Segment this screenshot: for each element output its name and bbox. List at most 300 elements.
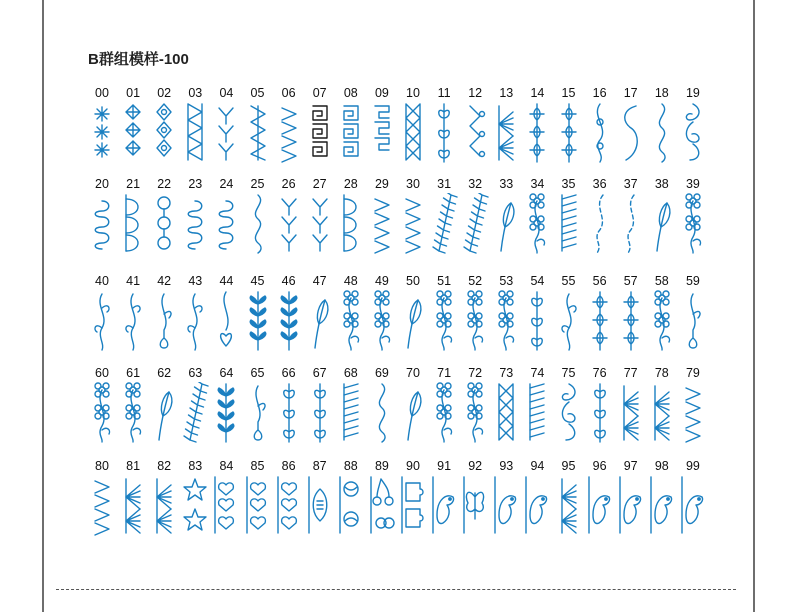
- pattern-number: 65: [250, 366, 265, 380]
- animal-stitch-icon: [429, 475, 459, 537]
- pattern-number: 98: [654, 459, 669, 473]
- cross-ornament-stitch-icon: [522, 102, 552, 164]
- pattern-number: 01: [126, 86, 141, 100]
- pattern-number: 59: [685, 274, 700, 288]
- pattern-number: 93: [499, 459, 514, 473]
- pattern-number: 78: [654, 366, 669, 380]
- flower-vine-stitch-icon: [460, 290, 490, 352]
- pattern-number: 12: [468, 86, 483, 100]
- pattern-number: 33: [499, 177, 514, 191]
- pattern-number: 18: [654, 86, 669, 100]
- pattern-number: 62: [157, 366, 172, 380]
- leaf-stitch-icon: [398, 382, 428, 444]
- pattern-item-06: [274, 86, 304, 166]
- pattern-number: 43: [188, 274, 203, 288]
- pattern-item-04: [211, 86, 241, 166]
- pattern-item-48: [336, 274, 366, 354]
- animal-stitch-icon: [522, 475, 552, 537]
- arrow-stitch-icon: [305, 193, 335, 255]
- pattern-item-99: [678, 459, 708, 539]
- star-stitch-icon: [87, 102, 117, 164]
- pattern-item-65: [243, 366, 273, 446]
- pattern-number: 07: [312, 86, 327, 100]
- comb-stitch-icon: [554, 193, 584, 255]
- pattern-number: 90: [406, 459, 420, 473]
- animal-stitch-icon: [616, 475, 646, 537]
- pattern-number: 97: [623, 459, 638, 473]
- pattern-item-28: [336, 177, 366, 257]
- pattern-number: 06: [281, 86, 296, 100]
- pattern-item-78: [647, 366, 677, 446]
- pattern-item-24: [211, 177, 241, 257]
- dashed-divider: [56, 589, 736, 590]
- pattern-item-17: [616, 86, 646, 166]
- football-stitch-icon: [305, 475, 335, 537]
- vine-stitch-icon: [554, 290, 584, 352]
- pattern-item-69: [367, 366, 397, 446]
- pattern-number: 60: [95, 366, 109, 380]
- pattern-item-29: [367, 177, 397, 257]
- heart-stitch-icon: [211, 475, 241, 537]
- pattern-item-92: [460, 459, 490, 539]
- cross-ornament-stitch-icon: [554, 102, 584, 164]
- pattern-item-45: [243, 274, 273, 354]
- comb-stitch-icon: [336, 382, 366, 444]
- leaf-stitch-icon: [647, 193, 677, 255]
- fan-stitch-icon: [554, 475, 584, 537]
- pattern-number: 66: [281, 366, 296, 380]
- fan-stitch-icon: [647, 382, 677, 444]
- pattern-number: 15: [561, 86, 576, 100]
- feather-stitch-icon: [180, 382, 210, 444]
- fan-stitch-icon: [616, 382, 646, 444]
- wave-stitch-icon: [243, 193, 273, 255]
- leaf-bud-stitch-icon: [585, 102, 615, 164]
- pattern-item-11: [429, 86, 459, 166]
- pattern-number: 51: [437, 274, 452, 288]
- pattern-item-16: [585, 86, 615, 166]
- fan-stitch-icon: [118, 475, 148, 537]
- pattern-item-81: [118, 459, 148, 539]
- fan-stitch-icon: [149, 475, 179, 537]
- pattern-item-20: [87, 177, 117, 257]
- circle-loop-stitch-icon: [149, 193, 179, 255]
- pattern-item-37: [616, 177, 646, 257]
- flower-vine-stitch-icon: [336, 290, 366, 352]
- pattern-number: 95: [561, 459, 576, 473]
- pattern-item-05: [243, 86, 273, 166]
- pattern-item-22: [149, 177, 179, 257]
- pattern-item-51: [429, 274, 459, 354]
- heart-stitch-icon: [243, 475, 273, 537]
- wave-arrow-stitch-icon: [243, 102, 273, 164]
- tulip-vine-stitch-icon: [678, 290, 708, 352]
- pattern-number: 34: [530, 177, 545, 191]
- feather-stitch-icon: [460, 193, 490, 255]
- pattern-item-55: [554, 274, 584, 354]
- pattern-item-94: [522, 459, 552, 539]
- dashed-curve-stitch-icon: [616, 193, 646, 255]
- flower-vine-stitch-icon: [87, 382, 117, 444]
- pattern-item-95: [554, 459, 584, 539]
- pattern-item-90: [398, 459, 428, 539]
- pattern-number: 68: [343, 366, 358, 380]
- pattern-item-83: [180, 459, 210, 539]
- pattern-item-53: [491, 274, 521, 354]
- pattern-item-30: [398, 177, 428, 257]
- pattern-item-38: [647, 177, 677, 257]
- arrow-stitch-icon: [274, 193, 304, 255]
- ball-stitch-icon: [336, 475, 366, 537]
- pattern-number: 96: [592, 459, 607, 473]
- pattern-number: 28: [343, 177, 358, 191]
- pattern-item-86: [274, 459, 304, 539]
- pattern-number: 38: [654, 177, 669, 191]
- pattern-number: 50: [406, 274, 420, 288]
- flower-vine-stitch-icon: [429, 382, 459, 444]
- pattern-item-36: [585, 177, 615, 257]
- dashed-curve-stitch-icon: [585, 193, 615, 255]
- pattern-number: 04: [219, 86, 234, 100]
- star-diamond-stitch-icon: [149, 102, 179, 164]
- flower-vine-stitch-icon: [460, 382, 490, 444]
- pattern-number: 10: [406, 86, 420, 100]
- tulip-vine-stitch-icon: [243, 382, 273, 444]
- spiral-stitch-icon: [554, 382, 584, 444]
- vine-stitch-icon: [180, 290, 210, 352]
- pattern-item-26: [274, 177, 304, 257]
- pattern-item-61: [118, 366, 148, 446]
- pattern-number: 31: [437, 177, 452, 191]
- pattern-item-32: [460, 177, 490, 257]
- pattern-item-49: [367, 274, 397, 354]
- pattern-number: 87: [312, 459, 327, 473]
- pattern-item-72: [460, 366, 490, 446]
- ornament-stitch-icon: [274, 382, 304, 444]
- pattern-item-64: [211, 366, 241, 446]
- pattern-number: 11: [437, 86, 451, 100]
- pattern-item-08: [336, 86, 366, 166]
- loop-stitch-icon: [87, 193, 117, 255]
- pattern-number: 83: [188, 459, 203, 473]
- pattern-item-15: [554, 86, 584, 166]
- pattern-item-96: [585, 459, 615, 539]
- pattern-item-87: [305, 459, 335, 539]
- pattern-number: 23: [188, 177, 203, 191]
- pattern-number: 40: [95, 274, 109, 288]
- pattern-number: 19: [685, 86, 700, 100]
- flower-vine-stitch-icon: [118, 382, 148, 444]
- pattern-item-44: [211, 274, 241, 354]
- wave-stitch-icon: [647, 102, 677, 164]
- pattern-number: 37: [623, 177, 638, 191]
- chevron-stitch-icon: [398, 193, 428, 255]
- page-title: B群组模样-100: [88, 51, 189, 68]
- ornament-stitch-icon: [522, 290, 552, 352]
- animal-stitch-icon: [491, 475, 521, 537]
- pattern-number: 74: [530, 366, 545, 380]
- pattern-item-75: [554, 366, 584, 446]
- pattern-item-19: [678, 86, 708, 166]
- cross-ornament-stitch-icon: [585, 290, 615, 352]
- pattern-number: 94: [530, 459, 545, 473]
- pattern-number: 67: [312, 366, 327, 380]
- leaf-zigzag-stitch-icon: [460, 102, 490, 164]
- pattern-number: 03: [188, 86, 203, 100]
- pattern-item-40: [87, 274, 117, 354]
- fan-stitch-icon: [491, 102, 521, 164]
- pattern-number: 52: [468, 274, 483, 288]
- pattern-number: 84: [219, 459, 234, 473]
- pattern-number: 29: [374, 177, 389, 191]
- ornament-stitch-icon: [429, 102, 459, 164]
- pattern-number: 70: [406, 366, 420, 380]
- pattern-number: 36: [592, 177, 607, 191]
- animal-stitch-icon: [585, 475, 615, 537]
- pattern-number: 55: [561, 274, 576, 288]
- ornament-stitch-icon: [585, 382, 615, 444]
- pattern-item-39: [678, 177, 708, 257]
- pattern-number: 75: [561, 366, 576, 380]
- loop-stitch-icon: [211, 193, 241, 255]
- pattern-item-60: [87, 366, 117, 446]
- pattern-number: 86: [281, 459, 296, 473]
- flower-vine-stitch-icon: [491, 290, 521, 352]
- pattern-item-77: [616, 366, 646, 446]
- pattern-number: 99: [685, 459, 700, 473]
- pattern-item-68: [336, 366, 366, 446]
- greek-key-stitch-icon: [336, 102, 366, 164]
- vine-stitch-icon: [87, 290, 117, 352]
- pattern-item-41: [118, 274, 148, 354]
- pattern-item-54: [522, 274, 552, 354]
- pattern-item-25: [243, 177, 273, 257]
- pattern-item-79: [678, 366, 708, 446]
- ornament-stitch-icon: [305, 382, 335, 444]
- pattern-number: 80: [95, 459, 109, 473]
- greek-key-stitch-icon: [305, 102, 335, 164]
- pattern-item-31: [429, 177, 459, 257]
- pattern-number: 69: [374, 366, 389, 380]
- pattern-item-14: [522, 86, 552, 166]
- pattern-number: 05: [250, 86, 265, 100]
- pattern-item-10: [398, 86, 428, 166]
- loop-stitch-icon: [180, 193, 210, 255]
- pattern-number: 47: [312, 274, 327, 288]
- pattern-number: 45: [250, 274, 265, 288]
- pattern-number: 89: [374, 459, 389, 473]
- pattern-item-00: [87, 86, 117, 166]
- pattern-number: 71: [437, 366, 452, 380]
- pattern-number: 17: [623, 86, 638, 100]
- star-outline-stitch-icon: [180, 475, 210, 537]
- pattern-number: 08: [343, 86, 358, 100]
- pattern-number: 32: [468, 177, 483, 191]
- pattern-number: 79: [685, 366, 700, 380]
- pattern-number: 44: [219, 274, 234, 288]
- heart-stitch-icon: [274, 475, 304, 537]
- pattern-number: 13: [499, 86, 514, 100]
- pattern-number: 02: [157, 86, 172, 100]
- pattern-item-12: [460, 86, 490, 166]
- pattern-item-70: [398, 366, 428, 446]
- pattern-item-84: [211, 459, 241, 539]
- pattern-number: 91: [437, 459, 452, 473]
- pattern-number: 57: [623, 274, 638, 288]
- pattern-number: 64: [219, 366, 234, 380]
- pattern-item-80: [87, 459, 117, 539]
- pattern-item-50: [398, 274, 428, 354]
- pattern-item-18: [647, 86, 677, 166]
- leaf-branch-stitch-icon: [211, 382, 241, 444]
- pattern-number: 30: [406, 177, 420, 191]
- meander-stitch-icon: [367, 102, 397, 164]
- tulip-vine-stitch-icon: [149, 290, 179, 352]
- pattern-number: 35: [561, 177, 576, 191]
- pattern-item-93: [491, 459, 521, 539]
- scallop-stitch-icon: [336, 193, 366, 255]
- pattern-item-97: [616, 459, 646, 539]
- animal-stitch-icon: [678, 475, 708, 537]
- lattice-stitch-icon: [398, 102, 428, 164]
- pattern-item-46: [274, 274, 304, 354]
- cherry-stitch-icon: [367, 475, 397, 537]
- pattern-item-02: [149, 86, 179, 166]
- leaf-stitch-icon: [491, 193, 521, 255]
- pattern-item-07: [305, 86, 335, 166]
- pattern-number: 56: [592, 274, 607, 288]
- pattern-number: 14: [530, 86, 545, 100]
- pattern-number: 77: [623, 366, 638, 380]
- cross-ornament-stitch-icon: [616, 290, 646, 352]
- pattern-number: 20: [95, 177, 109, 191]
- pattern-number: 39: [685, 177, 700, 191]
- pattern-item-88: [336, 459, 366, 539]
- pattern-item-21: [118, 177, 148, 257]
- zigzag-fill-stitch-icon: [180, 102, 210, 164]
- pattern-number: 27: [312, 177, 327, 191]
- pattern-number: 81: [126, 459, 141, 473]
- pattern-item-59: [678, 274, 708, 354]
- pattern-item-27: [305, 177, 335, 257]
- leaf-branch-stitch-icon: [243, 290, 273, 352]
- pattern-item-67: [305, 366, 335, 446]
- pattern-item-35: [554, 177, 584, 257]
- flower-vine-stitch-icon: [367, 290, 397, 352]
- pattern-number: 73: [499, 366, 514, 380]
- chevron-stitch-icon: [678, 382, 708, 444]
- pattern-item-42: [149, 274, 179, 354]
- pattern-number: 88: [343, 459, 358, 473]
- pattern-item-03: [180, 86, 210, 166]
- pattern-item-52: [460, 274, 490, 354]
- pattern-number: 82: [157, 459, 172, 473]
- pattern-item-33: [491, 177, 521, 257]
- puzzle-stitch-icon: [398, 475, 428, 537]
- spiral-stitch-icon: [678, 102, 708, 164]
- heart-vine-stitch-icon: [211, 290, 241, 352]
- chevron-stitch-icon: [274, 102, 304, 164]
- pattern-number: 58: [654, 274, 669, 288]
- pattern-number: 00: [95, 86, 109, 100]
- leaf-stitch-icon: [305, 290, 335, 352]
- pattern-item-47: [305, 274, 335, 354]
- arrow-stitch-icon: [211, 102, 241, 164]
- pattern-item-76: [585, 366, 615, 446]
- lattice-stitch-icon: [491, 382, 521, 444]
- pattern-item-66: [274, 366, 304, 446]
- pattern-number: 54: [530, 274, 545, 288]
- pattern-item-85: [243, 459, 273, 539]
- flower-vine-stitch-icon: [647, 290, 677, 352]
- pattern-item-62: [149, 366, 179, 446]
- wave-stitch-icon: [367, 382, 397, 444]
- pattern-number: 85: [250, 459, 265, 473]
- pattern-item-43: [180, 274, 210, 354]
- pattern-item-09: [367, 86, 397, 166]
- pattern-item-89: [367, 459, 397, 539]
- pattern-item-74: [522, 366, 552, 446]
- flower-vine-stitch-icon: [429, 290, 459, 352]
- comb-stitch-icon: [522, 382, 552, 444]
- pattern-item-01: [118, 86, 148, 166]
- pattern-item-91: [429, 459, 459, 539]
- pattern-number: 22: [157, 177, 172, 191]
- pattern-item-34: [522, 177, 552, 257]
- pattern-item-71: [429, 366, 459, 446]
- scallop-stitch-icon: [118, 193, 148, 255]
- pattern-number: 49: [374, 274, 389, 288]
- leaf-stitch-icon: [398, 290, 428, 352]
- feather-stitch-icon: [429, 193, 459, 255]
- pattern-item-98: [647, 459, 677, 539]
- pattern-number: 09: [374, 86, 389, 100]
- pattern-item-63: [180, 366, 210, 446]
- pattern-number: 72: [468, 366, 483, 380]
- flower-vine-stitch-icon: [678, 193, 708, 255]
- chevron-stitch-icon: [367, 193, 397, 255]
- pattern-number: 41: [126, 274, 141, 288]
- pattern-item-13: [491, 86, 521, 166]
- diamond-stitch-icon: [118, 102, 148, 164]
- pattern-item-57: [616, 274, 646, 354]
- pattern-item-56: [585, 274, 615, 354]
- pattern-number: 24: [219, 177, 234, 191]
- pattern-number: 21: [126, 177, 141, 191]
- leaf-branch-stitch-icon: [274, 290, 304, 352]
- pattern-number: 63: [188, 366, 203, 380]
- pattern-item-73: [491, 366, 521, 446]
- chevron-stitch-icon: [87, 475, 117, 537]
- pattern-number: 46: [281, 274, 296, 288]
- pattern-item-23: [180, 177, 210, 257]
- flower-vine-stitch-icon: [522, 193, 552, 255]
- pattern-number: 26: [281, 177, 296, 191]
- pattern-number: 16: [592, 86, 607, 100]
- pattern-number: 61: [126, 366, 141, 380]
- pattern-number: 48: [343, 274, 358, 288]
- pattern-item-82: [149, 459, 179, 539]
- butterfly-stitch-icon: [460, 475, 490, 537]
- leaf-stitch-icon: [149, 382, 179, 444]
- pattern-number: 92: [468, 459, 483, 473]
- s-curve-stitch-icon: [616, 102, 646, 164]
- pattern-number: 42: [157, 274, 172, 288]
- pattern-number: 76: [592, 366, 607, 380]
- pattern-item-58: [647, 274, 677, 354]
- pattern-number: 25: [250, 177, 265, 191]
- pattern-number: 53: [499, 274, 514, 288]
